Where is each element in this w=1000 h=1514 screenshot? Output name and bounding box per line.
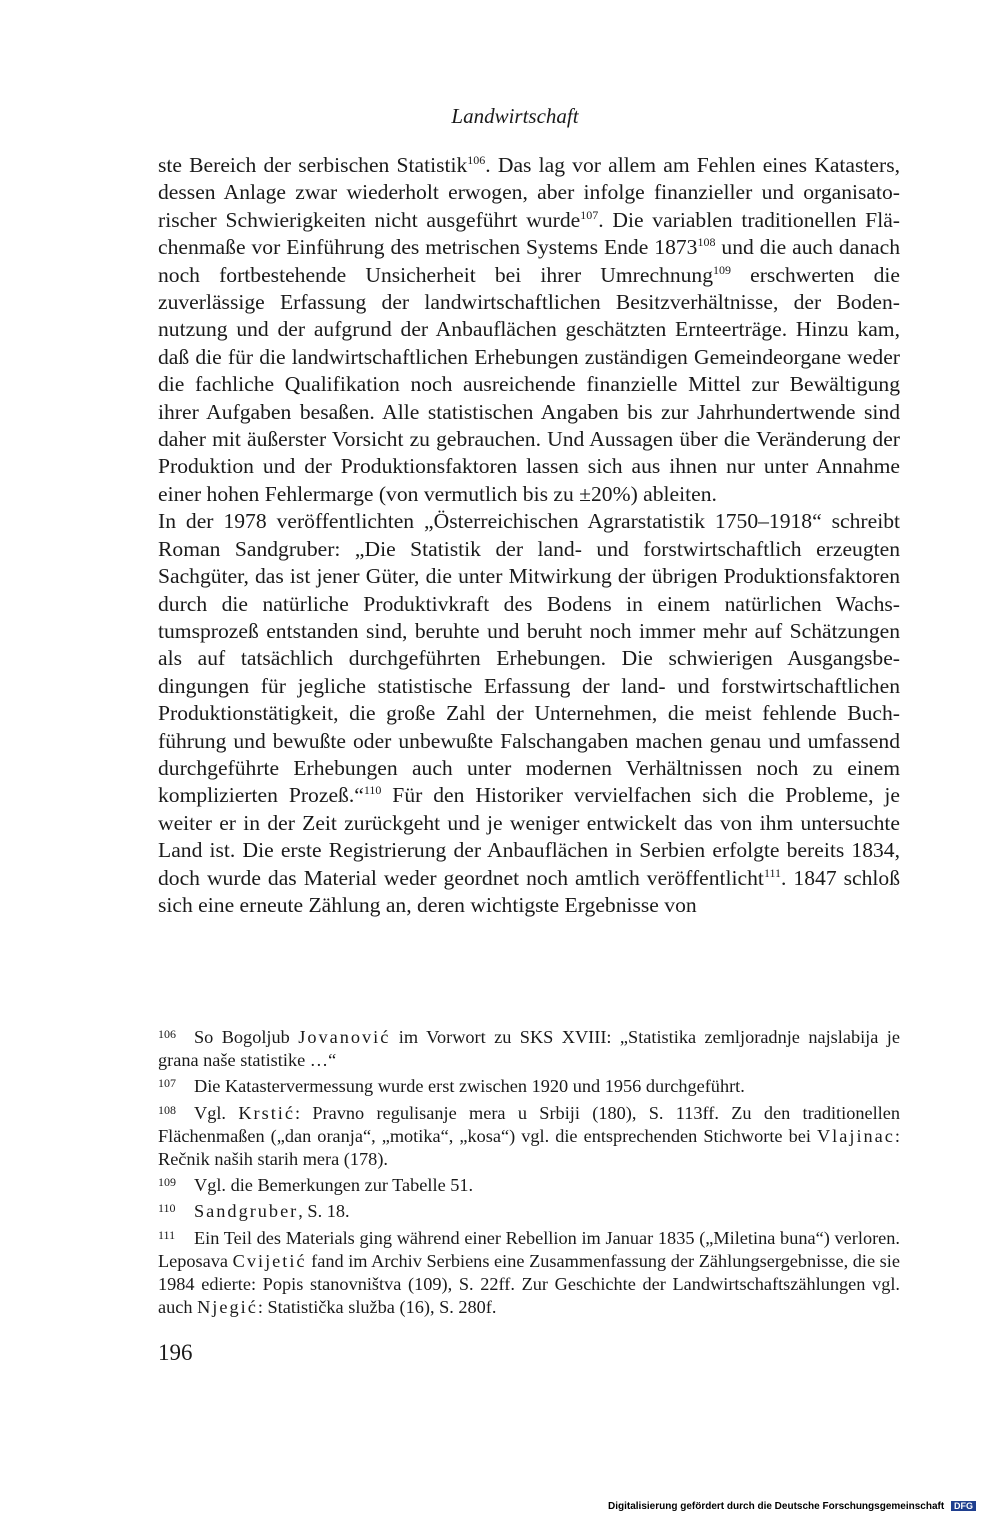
author-name: Cvijetić — [232, 1250, 307, 1271]
text-run: : Rečnik naših starih mera (178). — [158, 1125, 900, 1170]
footnote-number: 110 — [158, 1201, 176, 1216]
footnote-ref: 106 — [467, 153, 486, 167]
footnote — [158, 1023, 900, 1072]
footnote-number: 109 — [158, 1175, 176, 1190]
text-run: fand im Archiv Serbiens eine Zusammenfassung der Zählungsergebnisse, die sie 1984 edierte: Popis stanovništva (109), S. 22ff. Zur Geschichte der Landwirtschaftszählungen vgl. auch — [158, 1250, 900, 1318]
text-run: Ein Teil des Materials ging während einer Rebellion im Januar 1835 („Miletina buna“) verloren. Leposava — [158, 1227, 900, 1271]
footnote-ref: 108 — [697, 235, 716, 250]
author-name: Jovanović — [298, 1027, 391, 1047]
dfg-credit[interactable] — [608, 1501, 976, 1512]
footnote — [158, 1099, 900, 1172]
footnote-ref: 107 — [580, 207, 599, 222]
footnote — [158, 1072, 900, 1098]
text-run: . Die variablen traditionellen Flächenmaße vor Einführung des metrischen Systems Ende 1873 — [158, 207, 900, 260]
footnote — [158, 1197, 900, 1223]
author-name: Vlajinac — [816, 1125, 895, 1146]
running-head: Landwirtschaft — [451, 104, 579, 128]
text-run: Vgl. — [194, 1102, 239, 1123]
author-name: Njegić — [197, 1297, 258, 1318]
footnote-number: 111 — [158, 1227, 176, 1242]
page-number: 196 — [158, 1340, 193, 1365]
text-run: und die auch danach noch fortbestehende Unsicherheit bei ihrer Umrechnung — [158, 235, 900, 287]
dfg-credit-text: Digitalisierung gefördert durch die Deutsche Forschungsgemeinschaft — [608, 1501, 945, 1512]
text-run: . Das lag vor allem am Fehlen eines Katasters, dessen Anlage zwar wiederholt erwogen, aber infolge finanzieller und organisatorischer Schwierigkeiten nicht ausgeführt wurde — [158, 153, 900, 232]
footnote-ref: 109 — [713, 262, 732, 277]
text-run: Vgl. die Bemerkungen zur Tabelle 51. — [194, 1175, 474, 1196]
footnote-number: 107 — [158, 1076, 176, 1091]
footnote-ref: 110 — [363, 783, 382, 798]
text-run: erschwerten die zuverlässige Erfassung der landwirtschaftlichen Besitzverhältnisse, der Bodennutzung und der aufgrund der Anbauflächen geschätzten Ernteerträge. Hinzu kam, daß die für die landwirtschaftlichen Erhebungen zuständigen Gemeindeorgane weder die fachliche Qualifikation noch ausreichende finanzielle Mittel zur Bewältigung ihrer Aufgaben besaßen. Alle statistischen Angaben bis zur Jahrhundertwende sind daher mit äußerster Vorsicht zu gebrauchen. Und Aussagen über die Veränderung der Produktion und der Produktionsfaktoren lassen sich aus ihnen nur unter Annahme einer hohen Fehlermarge (von vermutlich bis zu ±20%) ableiten. — [158, 262, 900, 506]
footnotes — [158, 1023, 900, 1319]
text-run: : Statistička služba (16), S. 280f. — [257, 1297, 497, 1318]
footnote — [158, 1171, 900, 1197]
text-run: . 1847 schloß sich eine erneute Zählung an, deren wichtigste Ergebnisse von — [158, 865, 900, 917]
text-run: So Bogoljub — [194, 1027, 299, 1047]
footnote — [158, 1224, 900, 1320]
footnote-number: 106 — [158, 1027, 176, 1041]
text-run: , S. 18. — [298, 1201, 350, 1222]
paragraph-1 — [158, 152, 900, 508]
dfg-logo: DFG — [951, 1501, 976, 1511]
text-run: : Pravno regulisanje mera u Srbiji (180), S. 113ff. Zu den traditionellen Flächenmaßen („dan oranja“, „motika“, „kosa“) vgl. die entsprechenden Stichworte bei — [158, 1102, 901, 1146]
paragraph-2 — [158, 508, 900, 919]
text-run: Für den Historiker vervielfachen sich die Probleme, je weiter er in der Zeit zurückgeht und je weniger entwickelt das von ihm untersuchte Land ist. Die erste Registrierung der Anbauflächen in Serbien erfolgte bereits 1834, doch wurde das Material weder geordnet noch amtlich veröffentlicht — [158, 783, 900, 890]
text-run: In der 1978 veröffentlichten „Österreichischen Agrarstatistik 1750–1918“ schreibt Roman Sandgruber: „Die Statistik der land- und forstwirtschaftlich erzeugten Sachgüter, das ist jener Güter, die unter Mitwirkung der übrigen Produktionsfaktoren durch die natürliche Produktivkraft des Bodens in einem natürlichen Wachstumsprozeß entstanden sind, beruhte und beruht noch immer mehr auf Schätzungen als auf tatsächlich durchgeführten Erhebungen. Die schwierigen Ausgangsbedingungen für jegliche statistische Erfassung der land- und forstwirtschaftlichen Produktionstätigkeit, die große Zahl der Unternehmen, die meist fehlende Buchführung und bewußte oder unbewußte Falschangaben machen genau und umfassend durchgeführte Erhebungen auch unter modernen Verhältnissen noch zu einem komplizierten Prozeß.“ — [158, 509, 900, 808]
author-name: Krstić — [238, 1102, 295, 1123]
body-text — [158, 152, 900, 919]
text-run: ste Bereich der serbischen Statistik — [158, 153, 468, 177]
footnote-ref: 111 — [763, 865, 782, 880]
text-run: Die Katastervermessung wurde erst zwischen 1920 und 1956 durchgeführt. — [194, 1076, 745, 1097]
author-name: Sandgruber — [194, 1201, 299, 1222]
text-run: im Vorwort zu SKS XVIII: „Statistika zemljoradnje najslabija je grana naše statistike …“ — [158, 1027, 900, 1071]
footnote-number: 108 — [158, 1102, 176, 1117]
